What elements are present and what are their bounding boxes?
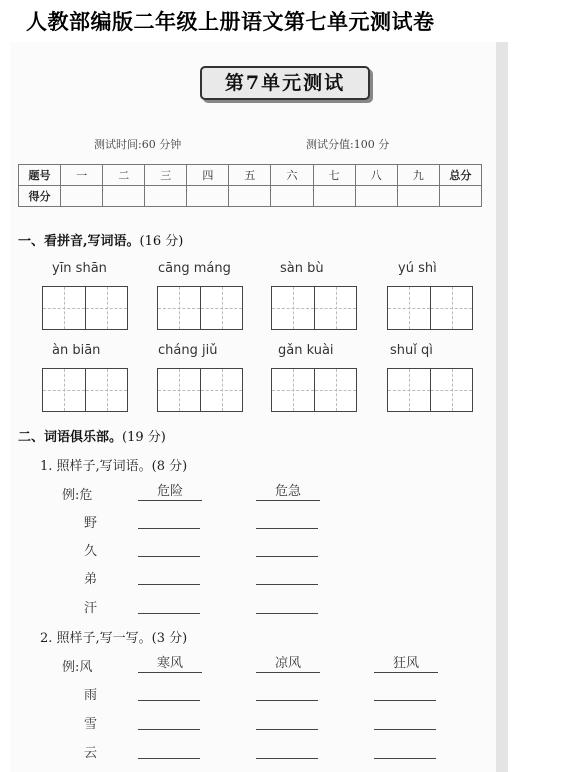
score-table-cell: 七 <box>313 165 355 186</box>
example-answer: 狂风 <box>374 656 438 673</box>
score-table-header-row <box>19 165 482 186</box>
section-1-title: 一、看拼音,写词语。 <box>18 234 140 249</box>
prompt-character: 弟 <box>84 572 98 587</box>
answer-blank[interactable] <box>256 528 318 529</box>
prompt-character: 汗 <box>84 601 98 616</box>
score-input-cell[interactable] <box>61 186 103 207</box>
writing-grid[interactable] <box>42 286 128 330</box>
score-input-cell[interactable] <box>187 186 229 207</box>
prompt-character: 雪 <box>84 717 98 732</box>
answer-blank[interactable] <box>138 584 200 585</box>
answer-blank[interactable] <box>256 758 318 759</box>
answer-blank[interactable] <box>138 556 200 557</box>
example-answer: 凉风 <box>256 656 320 673</box>
pinyin-label: yīn shān <box>52 261 107 276</box>
answer-blank[interactable] <box>374 729 436 730</box>
prompt-character: 云 <box>84 746 98 761</box>
score-table-cell: 总分 <box>439 165 481 186</box>
prompt-character: 久 <box>84 544 98 559</box>
pinyin-label: yú shì <box>398 261 437 276</box>
pinyin-label: cháng jiǔ <box>158 343 218 358</box>
score-table-cell: 六 <box>271 165 313 186</box>
example-label: 例:风 <box>62 660 93 675</box>
score-input-cell[interactable] <box>355 186 397 207</box>
answer-blank[interactable] <box>138 528 200 529</box>
prompt-character: 野 <box>84 516 98 531</box>
writing-grid[interactable] <box>387 286 473 330</box>
score-table-cell: 三 <box>145 165 187 186</box>
example-answer: 寒风 <box>138 656 202 673</box>
test-time: 测试时间:60 分钟 <box>94 138 182 151</box>
score-input-cell[interactable] <box>145 186 187 207</box>
example-label: 例:危 <box>62 488 93 503</box>
score-table-score-row <box>19 186 482 207</box>
answer-blank[interactable] <box>256 556 318 557</box>
score-table-cell: 八 <box>355 165 397 186</box>
score-table-cell: 二 <box>103 165 145 186</box>
answer-blank[interactable] <box>374 700 436 701</box>
answer-blank[interactable] <box>138 613 200 614</box>
writing-grid[interactable] <box>157 286 243 330</box>
answer-blank[interactable] <box>256 584 318 585</box>
score-table-cell: 五 <box>229 165 271 186</box>
test-score-total: 测试分值:100 分 <box>306 138 390 151</box>
writing-grid[interactable] <box>157 368 243 412</box>
prompt-character: 雨 <box>84 688 98 703</box>
score-table-cell: 得分 <box>19 186 61 207</box>
section-2-points: (19 分) <box>122 430 166 445</box>
answer-blank[interactable] <box>256 613 318 614</box>
section-2-title: 二、词语俱乐部。 <box>18 430 123 445</box>
score-table-cell: 一 <box>61 165 103 186</box>
score-table <box>18 164 482 207</box>
page-edge-shadow <box>496 42 508 772</box>
score-table-cell: 题号 <box>19 165 61 186</box>
score-table-cell: 四 <box>187 165 229 186</box>
section-2-heading <box>18 426 166 445</box>
answer-blank[interactable] <box>138 758 200 759</box>
score-table-cell: 九 <box>397 165 439 186</box>
section-1-heading <box>18 230 183 249</box>
pinyin-label: shuǐ qì <box>390 343 433 358</box>
pinyin-label: àn biān <box>52 343 101 358</box>
writing-grid[interactable] <box>271 368 357 412</box>
score-input-cell[interactable] <box>103 186 145 207</box>
unit-title-banner: 第7单元测试 <box>200 66 370 100</box>
score-input-cell[interactable] <box>229 186 271 207</box>
score-input-cell[interactable] <box>271 186 313 207</box>
pinyin-label: cāng máng <box>158 261 231 276</box>
document-title: 人教部编版二年级上册语文第七单元测试卷 <box>26 10 435 34</box>
score-input-cell[interactable] <box>439 186 481 207</box>
pinyin-label: gǎn kuài <box>278 343 334 358</box>
writing-grid[interactable] <box>42 368 128 412</box>
question-2-title: 2. 照样子,写一写。(3 分) <box>40 631 188 646</box>
example-answer: 危险 <box>138 484 202 501</box>
writing-grid[interactable] <box>271 286 357 330</box>
answer-blank[interactable] <box>138 729 200 730</box>
score-input-cell[interactable] <box>313 186 355 207</box>
answer-blank[interactable] <box>256 729 318 730</box>
answer-blank[interactable] <box>374 758 436 759</box>
section-1-points: (16 分) <box>139 234 184 249</box>
score-input-cell[interactable] <box>397 186 439 207</box>
question-1-title: 1. 照样子,写词语。(8 分) <box>40 459 188 474</box>
pinyin-label: sàn bù <box>280 261 324 276</box>
answer-blank[interactable] <box>256 700 318 701</box>
answer-blank[interactable] <box>138 700 200 701</box>
example-answer: 危急 <box>256 484 320 501</box>
writing-grid[interactable] <box>387 368 473 412</box>
